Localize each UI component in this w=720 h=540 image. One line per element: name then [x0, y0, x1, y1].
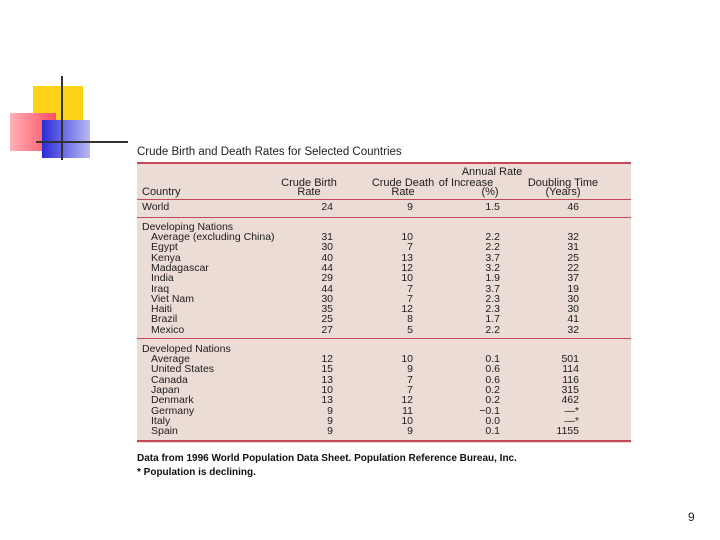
cell-birth-rate: 30 [321, 292, 333, 305]
cell-doubling: 30 [567, 292, 579, 305]
header-doubling-line1: Doubling Time [527, 177, 599, 189]
logo-horizontal-line [36, 141, 128, 143]
cell-birth-rate: 30 [321, 241, 333, 254]
table-row [137, 426, 631, 437]
header-death-line2: Rate [391, 186, 415, 198]
cell-doubling: —* [564, 414, 579, 427]
cell-death-rate: 10 [401, 414, 413, 427]
header-increase-line2: (%) [481, 186, 499, 198]
footnote-source: Data from 1996 World Population Data Sheet. Population Reference Bureau, Inc. [137, 453, 517, 464]
header-death-line1: Crude Death [371, 177, 435, 189]
cell-doubling: 19 [567, 282, 579, 295]
section-rule [137, 217, 631, 218]
cell-increase: −0.1 [479, 404, 500, 417]
cell-increase: 0.1 [485, 353, 500, 365]
cell-increase: 2.2 [485, 241, 500, 254]
cell-death-rate: 12 [401, 261, 413, 274]
cell-country: Italy [151, 414, 171, 427]
cell-doubling: 1155 [556, 425, 579, 438]
cell-birth-rate: 27 [321, 323, 333, 336]
cell-country: Haiti [151, 303, 173, 316]
cell-increase: 2.2 [485, 231, 500, 243]
cell-birth-rate: 24 [321, 201, 333, 213]
cell-doubling: 30 [567, 303, 579, 316]
header-country: Country [142, 186, 181, 198]
cell-country: Brazil [151, 313, 178, 326]
cell-increase: 3.7 [485, 251, 500, 264]
cell-death-rate: 7 [407, 383, 413, 396]
cell-country: United States [151, 363, 215, 376]
cell-country: Egypt [151, 241, 178, 254]
cell-birth-rate: 13 [321, 394, 333, 407]
cell-birth-rate: 31 [321, 231, 333, 243]
cell-death-rate: 10 [401, 272, 413, 285]
header-increase-line1: of Increase [438, 177, 494, 189]
table-panel [137, 162, 631, 443]
cell-country: Viet Nam [151, 292, 194, 305]
cell-doubling: 462 [561, 394, 579, 407]
cell-country: Spain [151, 425, 178, 438]
cell-death-rate: 9 [407, 425, 413, 438]
footnote-declining: * Population is declining. [137, 467, 256, 478]
cell-doubling: 37 [567, 272, 579, 285]
page-number: 9 [688, 510, 695, 524]
cell-doubling: 22 [567, 261, 579, 274]
cell-birth-rate: 35 [321, 303, 333, 316]
cell-death-rate: 9 [407, 363, 413, 376]
cell-increase: 0.0 [485, 414, 500, 427]
cell-doubling: 501 [561, 353, 579, 365]
cell-increase: 3.2 [485, 261, 500, 274]
cell-country: Mexico [151, 323, 185, 336]
cell-doubling: 25 [567, 251, 579, 264]
cell-increase: 0.2 [485, 394, 500, 407]
cell-death-rate: 7 [407, 292, 413, 305]
cell-death-rate: 10 [401, 231, 413, 243]
header-birth-line1: Crude Birth [281, 177, 337, 189]
cell-country: Iraq [151, 282, 170, 295]
cell-doubling: 41 [567, 313, 579, 326]
cell-increase: 2.3 [485, 292, 500, 305]
cell-death-rate: 13 [401, 251, 413, 264]
cell-increase: 1.5 [485, 201, 500, 213]
header-doubling-line2: (Years) [545, 186, 581, 198]
cell-increase: 2.3 [485, 303, 500, 316]
cell-birth-rate: 9 [327, 414, 333, 427]
cell-birth-rate: 12 [321, 353, 333, 365]
cell-increase: 1.9 [485, 272, 500, 285]
cell-increase: 0.1 [485, 425, 500, 438]
cell-increase: 3.7 [485, 282, 500, 295]
cell-country: Average (excluding China) [151, 231, 275, 243]
cell-country: Denmark [151, 394, 194, 407]
cell-death-rate: 7 [407, 373, 413, 386]
cell-country: Average [151, 353, 190, 365]
cell-birth-rate: 40 [321, 251, 333, 264]
cell-country: World [142, 201, 170, 213]
cell-doubling: 116 [562, 373, 579, 386]
cell-increase: 0.6 [485, 363, 500, 376]
bottom-rule [137, 440, 631, 442]
cell-death-rate: 5 [407, 323, 413, 336]
cell-country: Japan [151, 383, 180, 396]
cell-country: Kenya [151, 251, 181, 264]
cell-increase: 0.2 [485, 383, 500, 396]
cell-birth-rate: 25 [321, 313, 333, 326]
cell-country: Madagascar [151, 261, 209, 274]
cell-death-rate: 10 [401, 353, 413, 365]
cell-doubling: 32 [567, 323, 579, 336]
cell-doubling: 315 [561, 383, 579, 396]
cell-death-rate: 8 [407, 313, 413, 326]
cell-death-rate: 7 [407, 241, 413, 254]
cell-doubling: —* [564, 404, 579, 417]
cell-birth-rate: 15 [321, 363, 333, 376]
cell-birth-rate: 29 [321, 272, 333, 285]
cell-death-rate: 9 [407, 201, 413, 213]
cell-birth-rate: 13 [321, 373, 333, 386]
header-birth-line2: Rate [297, 186, 321, 198]
section-rule [137, 338, 631, 339]
header-rule [137, 199, 631, 200]
slide-logo [0, 0, 140, 170]
cell-birth-rate: 9 [327, 404, 333, 417]
cell-country: Germany [151, 404, 195, 417]
cell-birth-rate: 44 [321, 282, 333, 295]
cell-birth-rate: 44 [321, 261, 333, 274]
cell-death-rate: 12 [401, 394, 413, 407]
cell-doubling: 114 [562, 363, 579, 376]
cell-increase: 2.2 [485, 323, 500, 336]
cell-birth-rate: 10 [321, 383, 333, 396]
cell-doubling: 31 [567, 241, 579, 254]
cell-death-rate: 7 [407, 282, 413, 295]
logo-blue-square [42, 120, 90, 158]
table-row [137, 325, 631, 336]
cell-country: India [151, 272, 174, 285]
cell-birth-rate: 9 [327, 425, 333, 438]
section-title: Developing Nations [142, 221, 234, 233]
cell-increase: 0.6 [485, 373, 500, 386]
cell-doubling: 46 [567, 201, 579, 213]
header-annual-rate: Annual Rate [461, 166, 523, 178]
cell-death-rate: 11 [402, 404, 413, 417]
cell-death-rate: 12 [401, 303, 413, 316]
table-caption: Crude Birth and Death Rates for Selected Countries [137, 146, 402, 158]
logo-vertical-line [61, 76, 63, 160]
cell-doubling: 32 [567, 231, 579, 243]
section-title: Developed Nations [142, 343, 231, 355]
cell-increase: 1.7 [485, 313, 500, 326]
cell-country: Canada [151, 373, 188, 386]
table-row-world [137, 202, 631, 213]
